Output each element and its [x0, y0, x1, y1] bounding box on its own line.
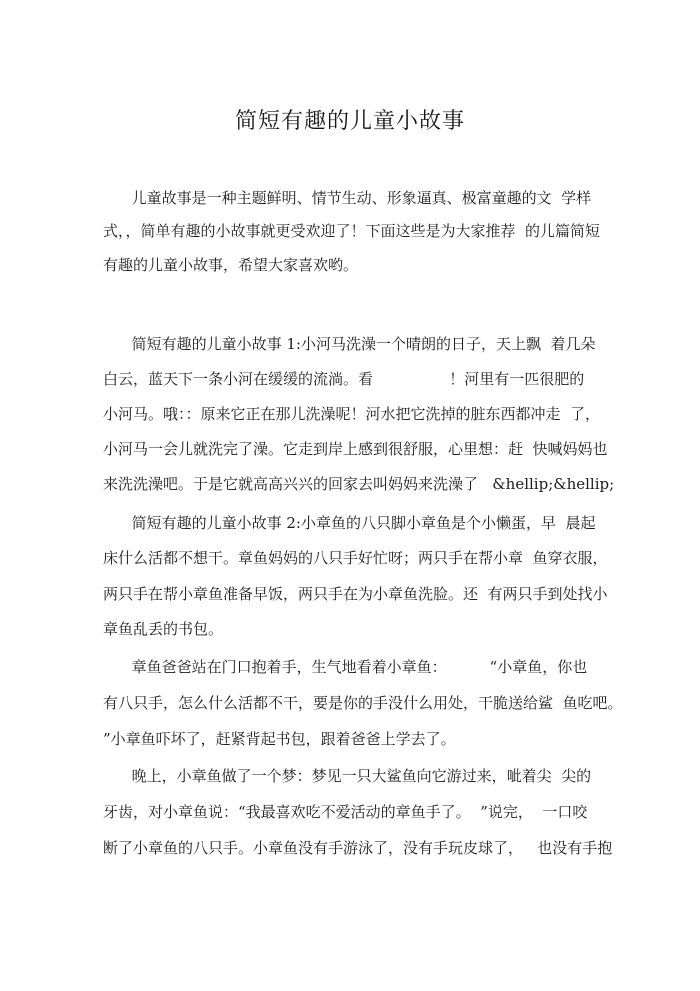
text-line: 两只手在帮小章鱼准备早饭，两只手在为小章鱼洗脸。还 有两只手到处找小 [103, 585, 608, 603]
text-line: 儿童故事是一种主题鲜明、情节生动、形象逼真、极富童趣的文 学样 [103, 189, 592, 207]
text-line: 有趣的儿童小故事，希望大家喜欢哟。 [103, 256, 359, 274]
text-line: ”小章鱼吓坏了，赶紧背起书包，跟着爸爸上学去了。 [103, 730, 456, 748]
text-line: 牙齿，对小章鱼说：“我最喜欢吃不爱活动的章鱼手了。 ”说完， 一口咬 [103, 803, 588, 821]
text-line: 来洗洗澡吧。于是它就高高兴兴的回家去叫妈妈来洗澡了 &hellip;&hellip; [103, 475, 615, 493]
text-line: 有八只手，怎么什么活都不干，要是你的手没什么用处，干脆送给鲨 鱼吃吧。 [103, 694, 623, 712]
text-line: 章鱼爸爸站在门口抱着手，生气地看着小章鱼： “小章鱼，你也 [103, 658, 588, 676]
text-line: 晚上，小章鱼做了一个梦：梦见一只大鲨鱼向它游过来，呲着尖 尖的 [103, 767, 592, 785]
text-line: 断了小章鱼的八只手。小章鱼没有手游泳了，没有手玩皮球了， 也没有手抱 [103, 839, 613, 857]
text-line: 床什么活都不想干。章鱼妈妈的八只手好忙呀；两只手在帮小章 鱼穿衣服， [103, 549, 608, 567]
text-line: 小河马。哦：：原来它正在那儿洗澡呢！河水把它洗掉的脏东西都冲走 了， [103, 405, 601, 423]
text-line: 章鱼乱丢的书包。 [103, 620, 224, 638]
text-line: 简短有趣的儿童小故事 2:小章鱼的八只脚小章鱼是个小懒蛋，早 晨起 [103, 514, 596, 532]
text-line: 白云，蓝天下一条小河在缓缓的流淌。看 ！河里有一匹很肥的 [103, 370, 585, 388]
text-line: 小河马一会儿就洗完了澡。它走到岸上感到很舒服，心里想：赶 快喊妈妈也 [103, 440, 608, 458]
text-line: 式，，简单有趣的小故事就更受欢迎了！下面这些是为大家推荐 的儿篇简短 [103, 222, 601, 240]
page-title: 简短有趣的儿童小故事 [234, 109, 465, 134]
text-line: 简短有趣的儿童小故事 1:小河马洗澡一个晴朗的日子，天上飘 着几朵 [103, 335, 596, 353]
